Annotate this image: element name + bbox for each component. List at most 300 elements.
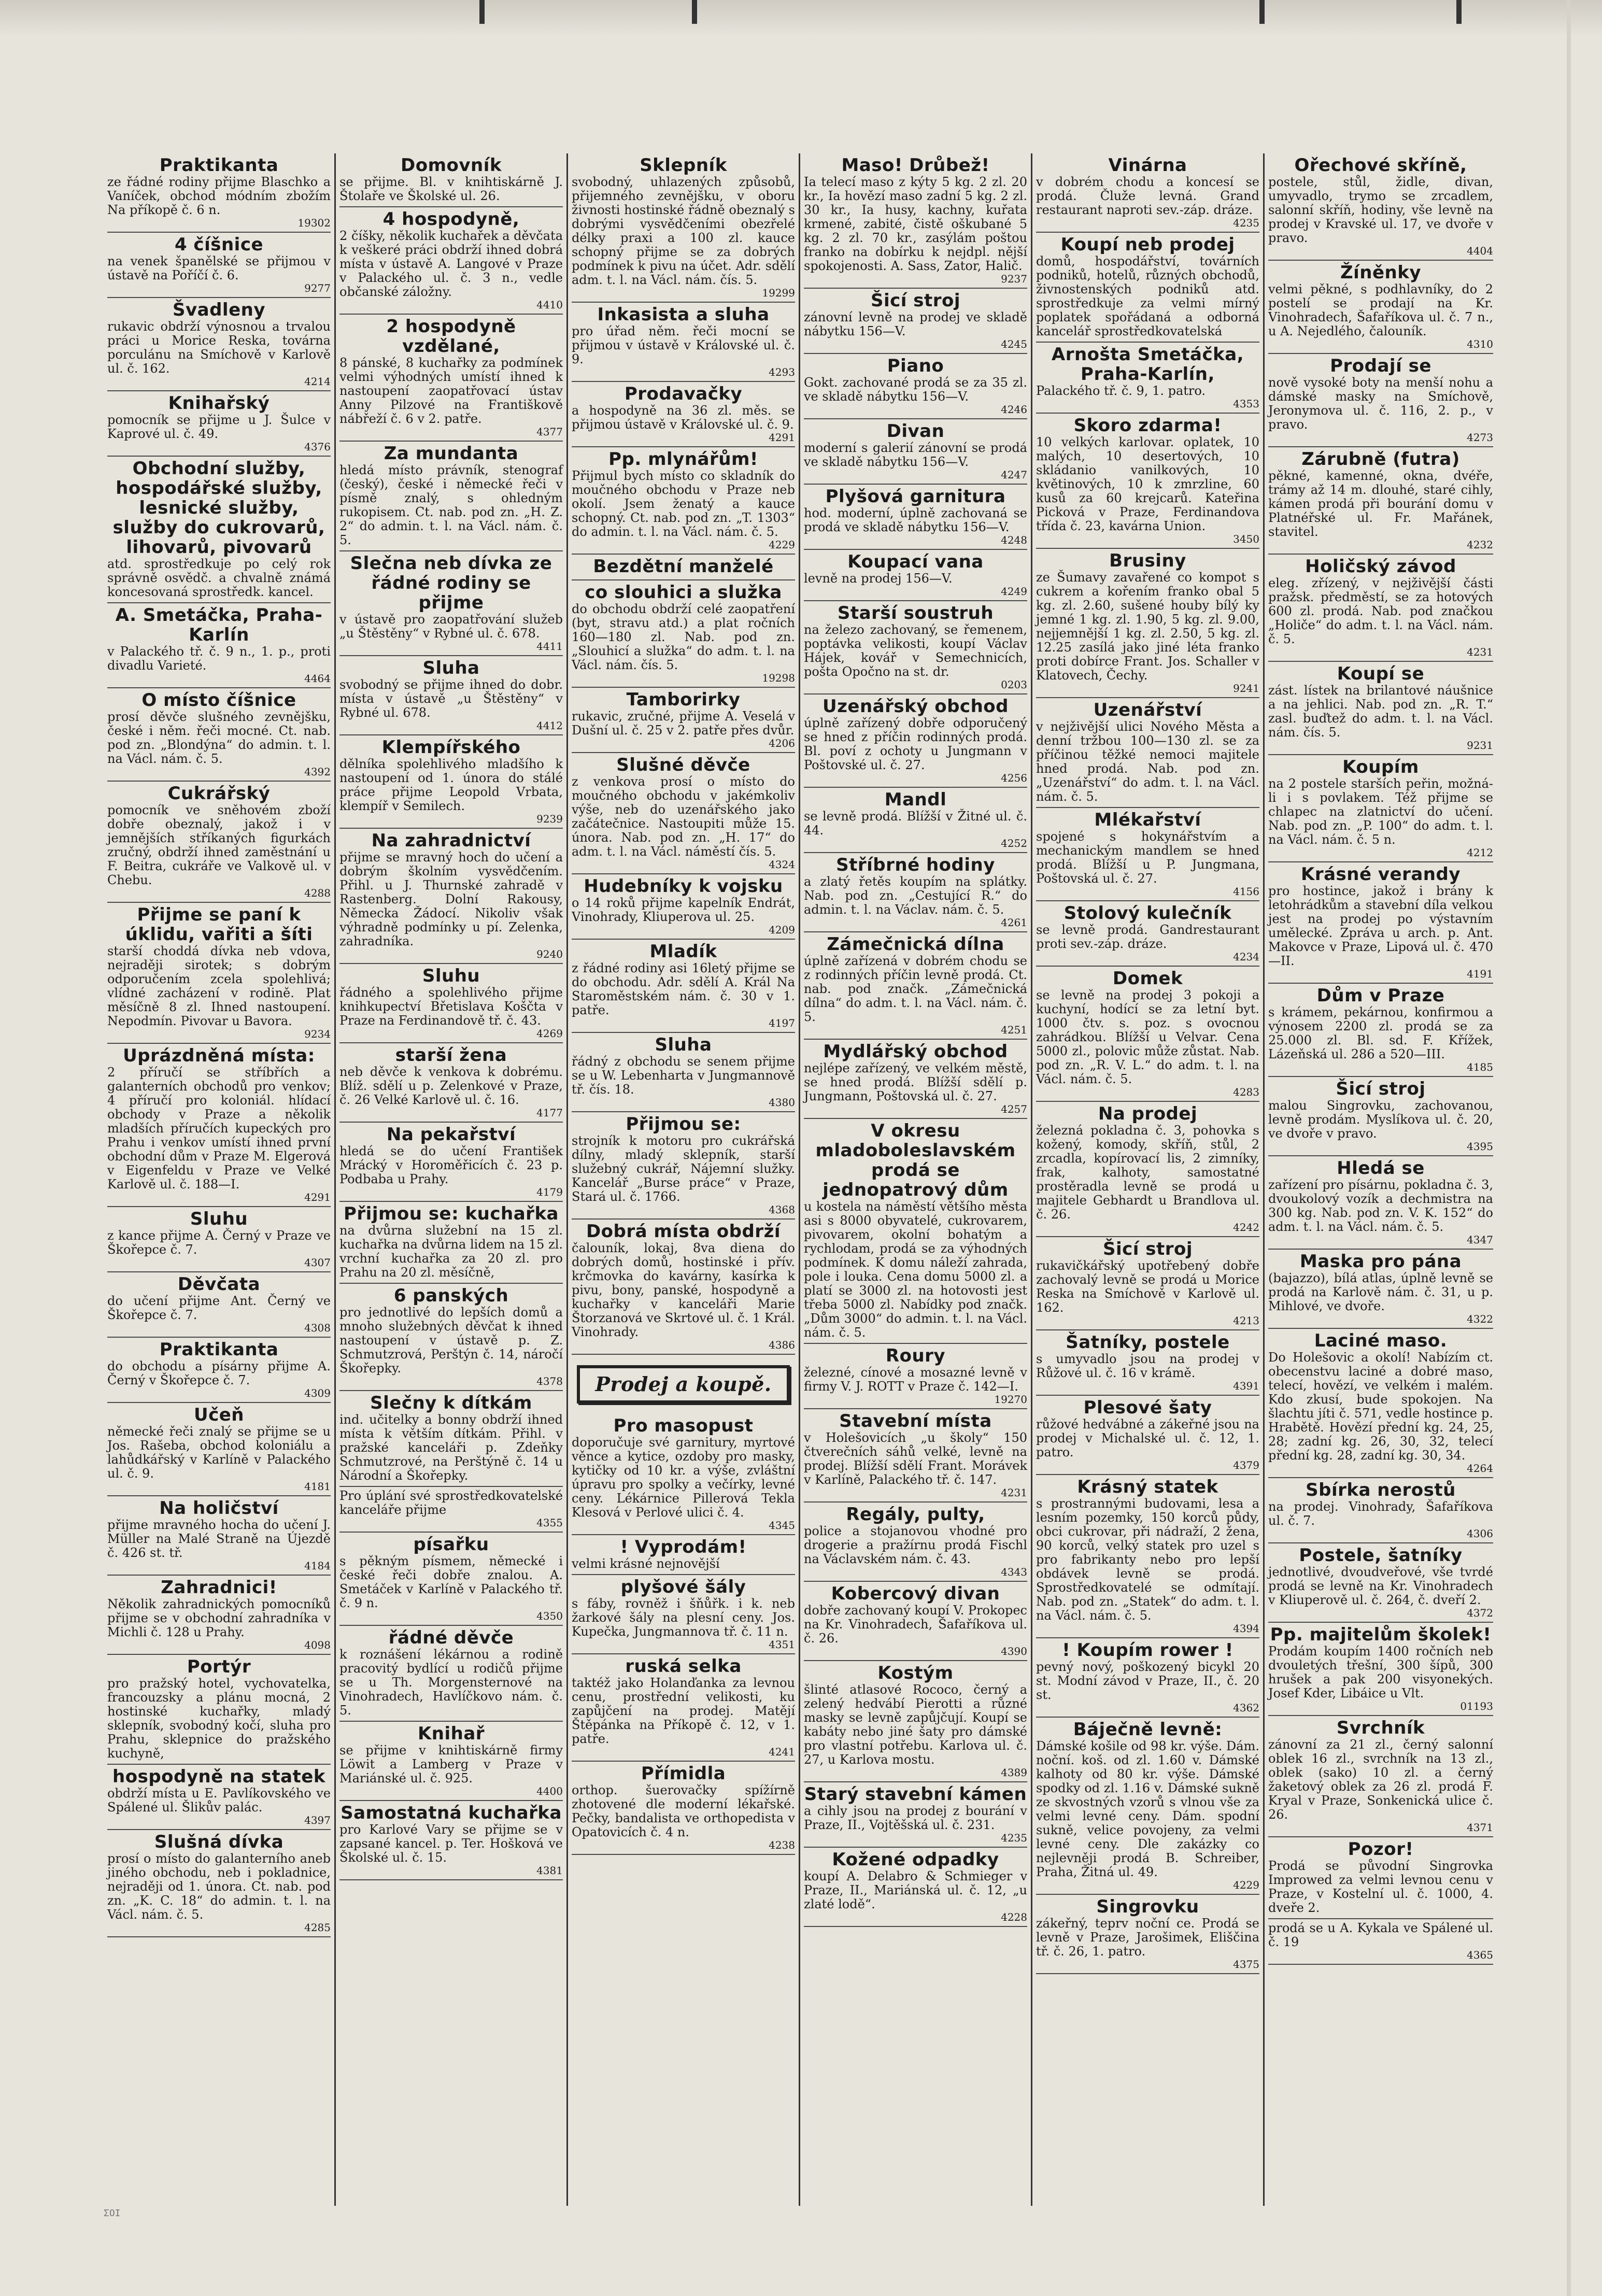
ad-number: 4235	[1001, 1832, 1027, 1844]
classified-ad	[1036, 1396, 1259, 1475]
classified-ad	[107, 1655, 331, 1765]
ad-heading: Inkasista a sluha	[597, 304, 770, 325]
ad-number: 4285	[304, 1921, 331, 1934]
ad-body: eleg. zřízený, v nejživější části pražsk. předměstí, se za hotových 600 zl. prodá. Nab. pod značkou „Holiče“ do adm. t. l. na Václ. nám. č. 5.	[1268, 576, 1493, 646]
crop-mark	[1456, 0, 1462, 24]
ad-heading: Uprázdněná místa:	[123, 1045, 315, 1066]
ad-body: prosí o místo do galanterního aneb jiného obchodu, neb i pokladnice, nejraději od 1. února. Ct. nab. pod zn. „K. C. 18“ do admin. t. l. na Václ. nám. č. 5.	[107, 1851, 331, 1922]
ad-number: 4257	[1001, 1103, 1027, 1115]
ad-number: 4235	[1233, 217, 1259, 229]
ad-heading: Holičský závod	[1305, 556, 1456, 577]
ad-heading: Báječně levně:	[1073, 1719, 1223, 1740]
ad-number: 4245	[1001, 338, 1027, 350]
ad-heading: Sluha	[422, 658, 480, 678]
classified-ad	[804, 1119, 1027, 1344]
column-2	[336, 153, 568, 2206]
ad-number: 4380	[769, 1096, 795, 1109]
ad-body: zánovní levně na prodej ve skladě nábytku 156—V.	[804, 310, 1027, 338]
classified-ad	[572, 153, 795, 303]
ad-body: orthop. šuerovačky spížírně zhotovené dle moderní lékařské. Pečky, bandalista ve orthopedista v Opatovicích č. 4 n.	[572, 1783, 795, 1839]
ad-number: 4347	[1467, 1234, 1493, 1246]
ad-number: 4209	[769, 924, 795, 936]
classified-ad	[1268, 1077, 1493, 1156]
column-5	[1032, 153, 1265, 2206]
ad-number: 4261	[1001, 916, 1027, 929]
classified-ad	[1268, 1478, 1493, 1543]
ad-number: 4353	[1233, 398, 1259, 410]
ad-body: pro Karlové Vary se přijme se v zapsané kancel. p. Ter. Hošková ve Školské ul. č. 15.	[339, 1822, 563, 1865]
ad-number: 4410	[536, 299, 563, 311]
ad-number: 4322	[1467, 1313, 1493, 1325]
classified-ad	[1036, 1895, 1259, 1974]
ad-body: dělníka spolehlivého mladšího k nastoupení od 1. února do stálé práce přijme Leopold Vrbata, klempíř v Semilech.	[339, 757, 563, 813]
ad-heading: Sluhu	[422, 966, 480, 986]
classified-ad	[1268, 1543, 1493, 1623]
ad-number: 4310	[1467, 338, 1493, 350]
classified-ad	[339, 1626, 563, 1722]
ad-heading: Portýr	[187, 1656, 251, 1677]
ad-heading: Slečny k dítkám	[370, 1393, 532, 1413]
ad-heading: Prodej a koupě.	[595, 1372, 772, 1396]
classified-ad	[339, 735, 563, 829]
ad-body: hledá místo právník, stenograf (český), české i německé řeči v písmě znalý, s ohledným rukopisem. Ct. nab. pod zn. „H. Z. 2“ do admin. t. l. na Václ. nám. č. 5.	[339, 463, 563, 547]
classified-ad	[1268, 662, 1493, 755]
classified-ad	[1268, 1623, 1493, 1716]
classified-ad	[339, 1801, 563, 1880]
classified-ad	[804, 550, 1027, 601]
ad-number: 4355	[536, 1517, 563, 1529]
ad-heading: Obchodní služby, hospodářské služby, lesnické služby, služby do cukrovarů, lihovarů, pivovarů	[112, 458, 325, 558]
classified-ad	[804, 932, 1027, 1040]
classified-ad	[1036, 233, 1259, 343]
ad-heading: Kobercový divan	[831, 1583, 1000, 1604]
classified-ad	[107, 153, 331, 233]
ad-heading: 4 hospodyně,	[382, 209, 520, 230]
ad-heading: Skoro zdarma!	[1073, 415, 1222, 436]
ad-heading: Cukrářský	[167, 783, 271, 804]
ad-heading: Klempířského	[381, 737, 521, 758]
classified-ad	[804, 788, 1027, 853]
ad-heading: Bezdětní manželé	[593, 556, 774, 577]
ad-heading: Maso! Drůbež!	[841, 155, 990, 176]
ad-heading: Pp. majitelům školek!	[1270, 1624, 1492, 1645]
ad-heading: Slečna neb dívka ze řádné rodiny se přijme	[350, 553, 552, 613]
ad-body: v nejživější ulici Nového Města a denní tržbou 100—130 zl. se za příčinou těžké nemoci majitele hned prodá. Nab. pod zn. „Uzenářství“ do adm. t. l. na Václ. nám. č. 5.	[1036, 719, 1259, 804]
ad-number: 4206	[769, 737, 795, 749]
classified-ad	[572, 940, 795, 1033]
ad-heading: Svrchník	[1336, 1718, 1425, 1738]
ad-number: 4386	[769, 1339, 795, 1351]
ad-body: z venkova prosí o místo do moučného obchodu v jakémkoliv výše, neb do uzenářského jako začátečnice. Nastoupiti může 15. února. Nab. pod zn. „H. 17“ do adm. t. l. na Václ. náměstí čís. 5.	[572, 774, 795, 859]
ad-number: 4251	[1001, 1024, 1027, 1036]
ad-number: 4394	[1233, 1622, 1259, 1635]
ad-body: železná pokladna č. 3, pohovka s kožený, komody, skříň, stůl, 2 zrcadla, kopírovací lis, 2 zimníky, frak, kalhoty, samostatné prostěradla levně se prodá u majitele Gebhardt u Brandlova ul. č. 26.	[1036, 1123, 1259, 1222]
ad-body: zařízení pro písárnu, pokladna č. 3, dvoukolový vozík a dechmistra na 300 kg. Nab. pod zn. V. K. 152“ do adm. t. l. na Václ. nám. č. 5.	[1268, 1178, 1493, 1234]
ad-heading: Koupí neb prodej	[1060, 234, 1235, 255]
ad-heading: Arnošta Smetáčka, Praha-Karlín,	[1051, 344, 1244, 385]
ad-body: velmi pěkné, s podhlavníky, do 2 postelí se prodají na Kr. Vinohradech, Šafaříkova ul. č. 7 n., u A. Nejedlého, čalouník.	[1268, 282, 1493, 338]
ad-heading: Zámečnická dílna	[827, 934, 1004, 955]
ad-heading: Ořechové skříně,	[1294, 155, 1467, 176]
ad-body: se levně prodá. Blížší v Žitné ul. č. 44.	[804, 809, 1027, 838]
ad-number: 4234	[1233, 951, 1259, 963]
ad-heading: Na pekařství	[386, 1124, 516, 1145]
ad-number: 4231	[1467, 646, 1493, 658]
ad-body: zást. lístek na brilantové náušnice a na jehlici. Nab. pod zn. „R. T.“ zasl. buďtež do adm. t. l. na Václ. nám. čís. 5.	[1268, 683, 1493, 740]
ad-number: 4231	[1001, 1486, 1027, 1499]
ad-body: taktéž jako Holanďanka za levnou cenu, prostřední velikosti, ku zapůjčení na prodej. Matějí Štěpánka na Příkopě č. 12, v 1. patře.	[572, 1676, 795, 1746]
ad-heading: Kožené odpadky	[832, 1849, 999, 1870]
ad-body: z řádné rodiny asi 16letý přijme se do obchodu. Adr. sdělí A. Král Na Staroměstském nám. č. 30 v 1. patře.	[572, 961, 795, 1017]
ad-body: na venek španělské se přijmou v ústavě na Poříčí č. 6.	[107, 254, 331, 282]
ad-body: čalouník, lokaj, 8va diena do dobrých domů, hostinské i přív. krčmovka do kavárny, kasírka k pivu, bony, panské, hospodyně a kuchařky v kanceláři Marie Štorzanová ve Skrtové ul. č. 1 Král. Vinohrady.	[572, 1241, 795, 1339]
ad-body: rukavic, zručné, přijme A. Veselá v Dušní ul. č. 25 v 2. patře přes dvůr.	[572, 709, 795, 738]
classified-ad	[572, 1220, 795, 1355]
ad-body: levně na prodej 156—V.	[804, 571, 953, 586]
classified-ad	[107, 1207, 331, 1272]
footer-left-marks: ΣΟΙ	[104, 2208, 121, 2219]
ad-number: 4376	[304, 441, 331, 453]
classified-ad	[339, 1391, 563, 1487]
ad-number: 4464	[304, 672, 331, 685]
ad-body: pomocník ve sněhovém zboží dobře obeznalý, jakož i v jemnějších stříkaných figurkách zručný, obdrží ihned zaměstnání u F. Beitra, cukráře ve Valkově ul. v Chebu.	[107, 803, 331, 887]
classified-ad	[339, 153, 563, 207]
classified-ad	[1036, 1237, 1259, 1330]
classified-ad	[107, 1576, 331, 1655]
ad-heading: Piano	[887, 356, 944, 376]
ad-body: s umyvadlo jsou na prodej v Růžové ul. č. 16 v krámě.	[1036, 1352, 1259, 1380]
ad-body: s fáby, rovněž i šňůřk. i k. neb žarkové šály na plesní ceny. Jos. Kupečka, Jungmannova tř. č. 11 n.	[572, 1596, 795, 1639]
ad-body: 10 velkých karlovar. oplatek, 10 malých, 10 desertových, 10 skládanio vanilkových, 10 květinových, 10 k zmrzline, 60 kusů za 60 krejcarů. Kateřina Picková v Praze, Ferdinandova třída č. 23, kavárna Union.	[1036, 435, 1259, 533]
classified-ad	[804, 1344, 1027, 1409]
ad-body: růžové hedvábné a zákeřné jsou na prodej v Michalské ul. č. 12, 1. patro.	[1036, 1417, 1259, 1459]
ad-body: šlinté atlasové Rococo, černý a zelený hedvábí Pierotti a různé masky se levně zapůjčují. Koupí se kabáty nebo jiné šaty pro dámské pro vlastní potřebu. Karlova ul. č. 27, u Karlova mostu.	[804, 1682, 1027, 1767]
classified-ad	[572, 688, 795, 753]
ad-number: 4378	[536, 1375, 563, 1387]
ad-number: 4389	[1001, 1766, 1027, 1779]
classified-ad	[1036, 698, 1259, 808]
ad-number: 4156	[1233, 885, 1259, 898]
ad-body: na prodej. Vinohrady, Šafaříkova ul. č. 7.	[1268, 1499, 1493, 1528]
ad-heading: Pozor!	[1348, 1839, 1414, 1860]
ad-body: a cihly jsou na prodej z bourání v Praze, II., Vojtěšská ul. č. 231.	[804, 1804, 1027, 1832]
ad-heading: Šicí stroj	[1102, 1239, 1193, 1259]
classified-ad	[572, 303, 795, 382]
ad-body: Několik zahradnických pomocníků přijme se v obchodní zahradníka v Michli č. 128 u Prahy.	[107, 1597, 331, 1639]
ad-number: 01193	[1460, 1700, 1493, 1712]
classified-ad	[572, 1762, 795, 1855]
ad-heading: co slouhici a služka	[585, 582, 782, 603]
ad-body: pro úřad něm. řeči mocní se přijmou v ústavě v Královské ul. č. 9.	[572, 324, 795, 366]
ad-heading: 4 číšnice	[174, 234, 264, 255]
section-banner	[577, 1365, 790, 1404]
ad-body: ze Šumavy zavařené co kompot s cukrem a kořením franko obal 5 kg. zl. 2.60, sušené houby bílý ky jemné 1 kg. zl. 1.90, 5 kg. zl. 9.00, nejjemnější 1 kg. zl. 2.50, 5 kg. zl. 12.25 zasílá jako jiné léta franko proti dobírce Frant. Jos. Schaller v Klatovech, Čechy.	[1036, 570, 1259, 683]
classified-ad	[1036, 1638, 1259, 1718]
ad-body: strojník k motoru pro cukrářská dílny, mladý sklepník, starší služebný cukrář, Nájemní služky. Kancelář „Burse práce“ v Praze, Stará ul. č. 1766.	[572, 1133, 795, 1204]
classified-ad	[107, 782, 331, 903]
ad-body: do obchodu obdrží celé zaopatření (byt, stravu atd.) a plat ročních 160—180 zl. Nab. pod zn. „Slouhicí a služka“ do adm. t. l. na Václ. nám. čís. 5.	[572, 602, 795, 672]
ad-body: police a stojanovou vhodné pro drogerie a pražírnu prodá Fischl na Václavském nám. č. 43.	[804, 1524, 1027, 1566]
classified-ad	[1268, 261, 1493, 354]
ad-heading: Zahradnici!	[161, 1577, 277, 1598]
ad-number: 4379	[1233, 1459, 1259, 1471]
classified-ad	[339, 964, 563, 1043]
ad-body: na 2 postele starších peřin, možná-li i s povlakem. Též přijme se chlapec na zlatnictví do učení. Nab. pod zn. „P. 100“ do adm. t. l. na Václ. nám. č. 5 n.	[1268, 776, 1493, 847]
classified-ad	[107, 1338, 331, 1403]
ad-body: postele, stůl, židle, divan, umyvadlo, trymo se zrcadlem, salonní skříň, hodiny, vše levně na prodej v Kravské ul. 17, ve dvoře v pravo.	[1268, 175, 1493, 245]
ad-heading: Stříbrné hodiny	[836, 855, 995, 875]
ad-body: a zlatý řetěs koupím na splátky. Nab. pod zn. „Cestující R.“ do admin. t. l. na Václav. nám. č. 5.	[804, 874, 1027, 917]
ad-heading: hospodyně na statek	[112, 1766, 325, 1787]
classified-ad	[804, 1582, 1027, 1661]
classified-ad	[804, 695, 1027, 788]
ad-body: a hospodyně na 36 zl. měs. se přijmou ústavě v Královské ul. č. 9.	[572, 403, 795, 432]
ad-number: 4232	[1467, 538, 1493, 551]
classified-ad	[339, 442, 563, 551]
classified-ad	[572, 447, 795, 555]
classified-ad	[1268, 153, 1493, 261]
ad-body: nově vysoké boty na menší nohu a dámské masky na Smíchově, Jeronymova ul. č. 116, 2. p., v pravo.	[1268, 375, 1493, 432]
column-3	[568, 153, 800, 2206]
ad-heading: Uzenářský obchod	[823, 696, 1009, 717]
classified-ad	[1268, 354, 1493, 447]
classified-columns	[104, 153, 1498, 2206]
ad-body: úplně zařízený dobře odporučený se hned z příčin rodinných prodá. Bl. poví z ochoty u Jungmann v Poštovské ul. č. 27.	[804, 716, 1027, 772]
ad-body: rukavičkářský upotřebený dobře zachovalý levně se prodá u Morice Reska na Smíchově v Karlově ul. 162.	[1036, 1258, 1259, 1315]
classified-ad	[339, 656, 563, 735]
classified-ad	[1036, 1102, 1259, 1237]
ad-number: 4184	[304, 1560, 331, 1572]
classified-ad	[1268, 1250, 1493, 1329]
classified-ad	[107, 603, 331, 688]
classified-ad	[1036, 967, 1259, 1102]
ad-body: velmi krásné nejnovější	[572, 1556, 720, 1571]
ad-number: 4242	[1233, 1221, 1259, 1234]
ad-body: jednotlivé, dvoudveřové, vše tvrdé prodá se levně na Kr. Vinohradech v Kliuperově ul. č. 264, č. dveří 2.	[1268, 1565, 1493, 1607]
classified-ad	[107, 1044, 331, 1207]
classified-ad	[804, 1040, 1027, 1119]
ad-body: spojené s hokynářstvím a mechanickým mandlem se hned prodá. Blížší u P. Jungmana, Poštovská ul. č. 27.	[1036, 829, 1259, 886]
ad-body: německé řeči znalý se přijme se u Jos. Rašeba, obchod koloniálu a lahůdkářský v Karlíně v Palackého ul. č. 9.	[107, 1424, 331, 1481]
classified-ad	[1268, 755, 1493, 862]
classified-ad	[107, 1830, 331, 1937]
classified-ad	[339, 1043, 563, 1123]
ad-heading: Stolový kulečník	[1064, 903, 1232, 924]
ad-heading: Starší soustruh	[837, 603, 994, 623]
classified-ad	[107, 457, 331, 603]
classified-ad	[804, 1409, 1027, 1503]
ad-body: železné, cínové a mosazné levně v firmy V. J. ROTT v Praze č. 142—I.	[804, 1365, 1027, 1394]
ad-number: 4247	[1001, 469, 1027, 481]
ad-heading: řádné děvče	[388, 1627, 514, 1648]
ad-body: k roznášení lékárnou a rodině pracovitý bydlící u rodičů přijme se u Th. Morgensternové na Vinohradech, Havlíčkovo nám. č. 5.	[339, 1647, 563, 1718]
ad-body: Přijmul bych místo co skladník do moučného obchodu v Praze neb okolí. Jsem ženatý a kauce schopný. Ct. nab. pod zn. „T. 1303“ do admin. t. l. na Václ. nám. č. 5.	[572, 469, 795, 539]
ad-heading: Brusiny	[1109, 550, 1186, 571]
ad-body: přijme se mravný hoch do učení a dobrým školním vysvědčením. Přihl. u J. Thurnské zahradě v Rastenberg. Dolní Rakousy, Německa Žádocí. Nikoliv však výhradně podmínky u pí. Zelenka, zahradníka.	[339, 850, 563, 948]
ad-number: 4351	[769, 1638, 795, 1651]
ad-heading: Vinárna	[1108, 155, 1187, 176]
classified-ad	[1268, 1716, 1493, 1837]
classified-ad	[1268, 1919, 1493, 1965]
ad-body: Palackého tř. č. 9, 1. patro.	[1036, 384, 1206, 398]
ad-number: 4283	[1233, 1086, 1259, 1098]
ad-body: na železo zachovaný, se řemenem, poptávka velikosti, koupí Václav Hájek, kovář v Semechnicích, pošta Opočno na st. dr.	[804, 622, 1027, 679]
classified-ad	[804, 1782, 1027, 1848]
ad-heading: Přijmou se:	[626, 1114, 741, 1135]
ad-heading: Praktikanta	[159, 1339, 279, 1360]
classified-ad	[572, 874, 795, 940]
ad-number: 4309	[304, 1387, 331, 1399]
ad-body: hledá se do učení František Mrácký v Horoměřicích č. 23 p. Podbaba u Prahy.	[339, 1144, 563, 1186]
classified-ad	[1036, 1330, 1259, 1396]
ad-heading: Krásný statek	[1077, 1477, 1218, 1497]
ad-number: 4098	[304, 1639, 331, 1651]
ad-heading: Postele, šatníky	[1299, 1545, 1463, 1566]
ad-body: malou Singrovku, zachovanou, levně prodám. Myslíkova ul. č. 20, ve dvoře v pravo.	[1268, 1098, 1493, 1141]
top-bleed-through	[0, 0, 1602, 36]
ad-number: 4229	[1233, 1879, 1259, 1891]
ad-number: 4264	[1467, 1462, 1493, 1475]
classified-ad	[572, 1575, 795, 1654]
ad-heading: Knihařský	[168, 393, 270, 414]
ad-number: 4179	[536, 1186, 563, 1198]
ad-number: 4249	[1001, 585, 1027, 598]
ad-heading: Laciné maso.	[1314, 1330, 1448, 1351]
ad-number: 4345	[769, 1519, 795, 1532]
ad-number: 4293	[769, 366, 795, 378]
classified-ad	[804, 1661, 1027, 1782]
column-1	[104, 153, 336, 2206]
ad-number: 4381	[536, 1864, 563, 1877]
ad-number: 4411	[536, 640, 563, 653]
classified-ad	[107, 688, 331, 782]
ad-number: 3450	[1233, 533, 1259, 545]
classified-ad	[339, 1284, 563, 1391]
ad-body: se levně prodá. Gandrestaurant proti sev.-záp. dráze.	[1036, 923, 1259, 951]
ad-heading: Sluhu	[190, 1209, 248, 1229]
ad-body: pro jednotlivé do lepších domů a mnoho služebných děvčat k ihned nastoupení v ústavě p. Z. Schmutzrová, Perštýn č. 14, náročí Škořepky.	[339, 1305, 563, 1376]
ad-body: v dobrém chodu a koncesí se prodá. Čluže levná. Grand restaurant naproti sev.-záp. dráze.	[1036, 175, 1259, 217]
ad-number: 4350	[536, 1610, 563, 1622]
ad-body: pro pražský hotel, vychovatelka, francouzsky a plánu mocná, 2 hostinské kuchařky, mladý sklepník, svobodný kočí, sluha pro Prahu, sklepnice do pražského kuchyně,	[107, 1676, 331, 1761]
ad-heading: Prodají se	[1330, 356, 1431, 376]
ad-body: ze řádné rodiny přijme Blaschko a Vaníček, obchod módním zbožím Na příkopě č. 6 n.	[107, 175, 331, 217]
ad-body: pro hostince, jakož i brány k letohrádkům a stavební díla velkou jest na prodej po výstavním umělecké. Zpráva u arch. p. Ant. Makovce v Praze, Lipová ul. č. 470—II.	[1268, 884, 1493, 968]
ad-body: domů, hospodářství, továrních podniků, hotelů, různých obchodů, živnostenských podniků atd. sprostředkuje za velmi mírný poplatek spořádaná a odborná kancelář sprostředkovatelská	[1036, 254, 1259, 338]
ad-number: 4228	[1001, 1911, 1027, 1923]
column-4	[800, 153, 1032, 2206]
ad-body: dobře zachovaný koupí V. Prokopec na Kr. Vinohradech, Šafaříkova ul. č. 26.	[804, 1603, 1027, 1646]
ad-heading: Přijme se paní k úklidu, vařiti a šíti	[125, 904, 313, 945]
ad-number: 4391	[1233, 1380, 1259, 1392]
classified-ad	[1036, 153, 1259, 233]
ad-number: 4177	[536, 1107, 563, 1119]
ad-body: úplně zařízená v dobrém chodu se z rodinných příčin levně prodá. Ct. nab. pod značk. „Zámečnická dílna“ do adm. t. l. na Václ. nám. č. 5.	[804, 954, 1027, 1024]
ad-heading: ! Koupím rower !	[1062, 1640, 1234, 1661]
ad-number: 4397	[304, 1814, 331, 1826]
ad-body: koupí A. Delabro & Schmieger v Praze, II., Mariánská ul. č. 12, „u zlaté lodě“.	[804, 1869, 1027, 1911]
ad-heading: Sluha	[655, 1034, 712, 1055]
ad-heading: A. Smetáčka, Praha-Karlín	[115, 605, 323, 645]
ad-number: 4229	[769, 538, 795, 551]
ad-heading: starší žena	[395, 1045, 507, 1066]
ad-heading: Prodavačky	[624, 384, 743, 404]
ad-body: do obchodu a písárny přijme A. Černý v Škořepce č. 7.	[107, 1359, 331, 1387]
classified-ad	[572, 1654, 795, 1762]
ad-number: 4291	[769, 431, 795, 444]
ad-number: 4291	[304, 1191, 331, 1203]
ad-number: 19302	[297, 217, 331, 229]
ad-heading: Za mundanta	[384, 443, 519, 464]
crop-mark	[1259, 0, 1265, 24]
ad-number: 4362	[1233, 1702, 1259, 1714]
ad-number: 4246	[1001, 403, 1027, 416]
ad-heading: Slušné děvče	[616, 755, 750, 775]
ad-heading: Na holičství	[159, 1498, 279, 1519]
ad-heading: Singrovku	[1096, 1896, 1199, 1917]
ad-number: 4212	[1467, 846, 1493, 859]
classified-ad	[1036, 1475, 1259, 1638]
ad-body: starší choddá dívka neb vdova, nejraději sirotek; s dobrým odporučením zcela spolehlivá; vlídné zacházení v rodině. Plat měsíčně 8 zl. Ihned nastoupení. Nepodmín. Pivovar u Bavora.	[107, 944, 331, 1028]
ad-heading: Přijmou se: kuchařka	[344, 1203, 559, 1224]
classified-ad	[1268, 1837, 1493, 1919]
ad-body: Prodám koupím 1400 ročních neb dvouletých třešní, 300 šípů, 300 hrušek a pak 200 visyonekých. Josef Kder, Libáice u Vlt.	[1268, 1644, 1493, 1700]
ad-body: Dámské košile od 98 kr. výše. Dám. noční. koš. od zl. 1.60 v. Dámské kalhoty od 80 kr. výše. Dámské spodky od zl. 1.16 v. Dámské sukně ze skvostných vzorů s vlnou vše za velmi levné ceny. Dám. spodní sukně, velice povojeny, za velmi levné ceny. Dle zakázky co nejlevněji prodá B. Schreiber, Praha, Žitná ul. 49.	[1036, 1739, 1259, 1879]
ad-heading: Hledá se	[1337, 1158, 1425, 1179]
ad-number: 4269	[536, 1027, 563, 1040]
classified-ad	[1268, 984, 1493, 1077]
ad-body: Pro úplání své sprostředkovatelské kanceláře přijme	[339, 1489, 563, 1517]
ad-heading: Krásné verandy	[1300, 864, 1461, 885]
ad-heading: Domek	[1112, 968, 1183, 989]
ad-body: s pěkným písmem, německé i české řeči dobře znalou. A. Smetáček v Karlíně v Palackého tř. č. 9 n.	[339, 1554, 563, 1610]
ad-number: 4365	[1467, 1949, 1493, 1961]
ad-heading: Maska pro pána	[1299, 1251, 1462, 1272]
ad-number: 4368	[769, 1203, 795, 1216]
ad-number: 19270	[994, 1393, 1027, 1406]
classified-ad	[107, 1496, 331, 1576]
ad-body: zánovní za 21 zl., černý salonní oblek 16 zl., svrchník na 13 zl., oblek (sako) 10 zl. a černý žaketový oblek za 26 zl. prodá F. Kryal v Praze, Sonkenická ulice č. 26.	[1268, 1737, 1493, 1822]
classified-ad	[107, 298, 331, 391]
ad-heading: Pp. mlynářům!	[608, 449, 758, 470]
ad-body: nejlépe zařízený, ve velkém městě, se hned prodá. Blížší sdělí p. Jungmann, Poštovská ul. č. 27.	[804, 1061, 1027, 1103]
ad-body: hod. moderní, úplně zachovaná se prodá ve skladě nábytku 156—V.	[804, 506, 1027, 534]
classified-ad	[107, 903, 331, 1044]
ad-body: ind. učitelky a bonny obdrží ihned místa k větším dítkám. Přihl. v pražské kanceláři p. Zdeňky Schmutzrové, na Perštýně č. 14 u Národní a Škořepky.	[339, 1412, 563, 1483]
ad-body: v ústavě pro zaopatřování služeb „u Štěstěny“ v Rybné ul. č. 678.	[339, 612, 563, 641]
ad-body: se přijme v knihtiskárně firmy Löwit a Lamberg v Praze v Mariánské ul. č. 925.	[339, 1743, 563, 1785]
classified-ad	[339, 207, 563, 315]
classified-ad	[572, 1033, 795, 1112]
ad-heading: Dům v Praze	[1316, 985, 1445, 1006]
ad-body: 2 příručí se stříbřích a galanterních obchodů pro venkov; 4 příručí pro koloniál. hlídací obchody v Praze a několik mladších příručích kupeckých pro Prahu i venkov umístí ihned první obchodní dům v Praze M. Elgerová v Eigenfeldu v Praze ve Velké Karlově ul. č. 188—I.	[107, 1065, 331, 1192]
classified-ad	[1268, 862, 1493, 984]
ad-heading: Koupím	[1342, 757, 1419, 777]
ad-body: prosí děvče slušného zevnějšku, české i něm. řeči mocné. Ct. nab. pod zn. „Blondýna“ do admin. t. l. na Václ. nám. č. 5.	[107, 710, 331, 766]
classified-ad	[804, 853, 1027, 932]
classified-ad	[1036, 343, 1259, 414]
ad-heading: Dobrá místa obdrží	[586, 1221, 781, 1242]
ad-heading: 2 hospodyně vzdělané,	[386, 316, 516, 357]
classified-ad	[107, 233, 331, 298]
ad-body: Ia telecí maso z kýty 5 kg. 2 zl. 20 kr., Ia hovězí maso zadní 5 kg. 2 zl. 30 kr., Ia husy, kachny, kuřata krmené, zabité, čistě oškubané 5 kg. 2 zl. 70 kr., zasýlám poštou franko na dobírku k nejdpl. nější spokojenosti. A. Sass, Zator, Halič.	[804, 175, 1027, 273]
ad-number: 4241	[769, 1746, 795, 1758]
classified-ad	[1036, 414, 1259, 549]
ad-body: v Holešovicích „u školy“ 150 čtverečních sáhů velké, levně na prodej. Blížší sdělí Frant. Morávek v Karlíně, Palackého tř. č. 147.	[804, 1430, 1027, 1487]
ad-number: 9237	[1001, 273, 1027, 285]
ad-heading: Divan	[886, 421, 945, 442]
ad-number: 4375	[1233, 1958, 1259, 1971]
